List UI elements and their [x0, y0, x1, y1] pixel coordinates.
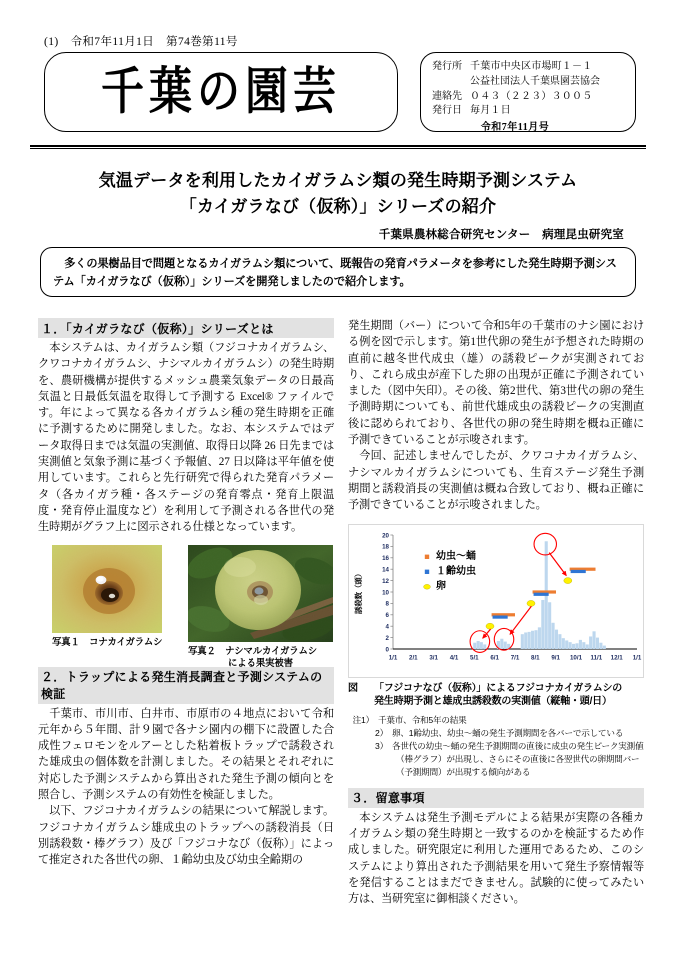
chart-bar — [555, 629, 558, 648]
chart-bar — [565, 640, 568, 649]
x-axis-tick-label: 8/1 — [531, 654, 540, 662]
x-axis-tick-label: 10/1 — [569, 654, 583, 662]
header-divider — [30, 145, 646, 149]
figure-notes — [348, 714, 644, 778]
figure-caption — [348, 682, 644, 710]
section-1-heading: １．「カイガラなび（仮称）」シリーズとは — [38, 318, 334, 338]
issue-number: 令和7年11月号 — [480, 122, 550, 134]
section-2-paragraph-3: 発生期間（バー）について令和5年の千葉市のナシ園における例を図で示します。第1世代卵の発生が予想された時期の直前に越冬世代成虫（雄）の誘殺ピークが実測されており、これら成虫が産下した卵の出現が正確に予測されていました（図中矢印）。その後、第2世代、第3世代の卵の発生予測時期についても、前世代雄成虫の誘殺ピークの実測直後に認められており、各世代の卵の発生時期を概ね正確に予測できていることが示唆されます。 — [348, 320, 644, 447]
contact-phone: ０４３（２２３）３００５ — [470, 90, 593, 102]
legend-marker — [425, 554, 429, 558]
chart-bar — [521, 634, 524, 649]
section-3-paragraph-1: 本システムは発生予測モデルによる結果が実際の各種カイガラムシ類の発生時期と一致するのかを検証するため作成しました。研究限定に利用した運用であるため、このシステムにより算出された予測結果を用いて発生予察情報等を発信することはまだできません。試験的に使ってみたい方は、当研究室に御相談ください。 — [348, 811, 644, 906]
photo-2-wrapper — [188, 545, 333, 670]
y-axis-tick-label: 2 — [385, 634, 389, 642]
photo-1-wrapper — [52, 545, 162, 648]
chart-bar — [582, 642, 585, 649]
section-1-paragraph-1: 本システムは、カイガラムシ類（フジコナカイガラムシ、クワコナカイガラムシ、ナシマルカイガラムシ）の発生時期を、農研機構が提供するメッシュ農業気象データの日最高気温と日最低気温を取得して予測する Excel® ファイルです。年によって異なる各カイガラムシ種の発生時期を正確に予測するために開発しました。なお、本システムではデータ取得日までは気温の実測値、取得日以降 26 日先までは実測値と気象予測に基づく予報値、27 日以降は平年値を使用しています。これらと先行研究で得られた発育パラメータ（各カイガラ種・各ステージの発育零点・発育上限温度・発育停止温度など）を利用して予測される各世代の発生時期がグラフ上に図示される仕様となっています。 — [38, 342, 334, 534]
publisher-organization: 公益社団法人千葉県園芸協会 — [470, 75, 600, 87]
chart-bar — [477, 641, 480, 649]
y-axis-tick-label: 10 — [382, 588, 389, 596]
x-axis-tick-label: 12/1 — [610, 654, 623, 662]
article-author: 千葉県農林総合研究センター 病理昆虫研究室 — [378, 229, 624, 241]
annotation-arrow — [510, 606, 531, 634]
photo-group — [38, 545, 334, 667]
chart-bar — [599, 642, 602, 648]
chart-bar — [524, 632, 527, 649]
note-number: 3） — [375, 740, 388, 751]
x-axis-tick-label: 1/1 — [388, 654, 398, 662]
figure-chart — [348, 524, 644, 678]
chart-bar — [473, 642, 476, 648]
section-2-heading: ２．トラップによる発生消長調査と予測システムの検証 — [38, 667, 334, 704]
article-title-line2: 「カイガラなび（仮称）」シリーズの紹介 — [179, 197, 497, 217]
note-continuation: （予測期間）が出現する傾向がある — [396, 766, 531, 777]
contact-row — [421, 90, 635, 105]
forecast-chart — [349, 525, 645, 679]
annotation-arrow — [483, 629, 491, 638]
egg-period-marker — [527, 600, 535, 606]
chart-bar — [548, 602, 551, 649]
legend-label: 卵 — [436, 580, 446, 592]
chart-bar — [593, 631, 596, 649]
chart-bar — [586, 644, 589, 649]
article-title-line1: 気温データを利用したカイガラムシ類の発生時期予測システム — [98, 171, 578, 190]
section-2-paragraph-1: 千葉市、市川市、白井市、市原市の４地点において令和元年から５年間、計９園で各ナシ園内の棚下に設置した合成性フェロモンをルアーとした粘着板トラップで誘殺された雄成虫の個体数を計測しました。その結果とそれぞれに対応した予測システムから算出された発生予測の傾向とを照合し、予測システムの有効性を検証しました。 — [38, 707, 334, 802]
x-axis-tick-label: 4/1 — [449, 654, 459, 662]
chart-bar — [575, 643, 578, 649]
chart-bar — [531, 630, 534, 648]
note-number: 注1） — [352, 715, 374, 726]
pubdate-row — [421, 104, 635, 119]
chart-bar — [603, 645, 606, 648]
annotation-arrow — [549, 552, 566, 575]
abstract-text: 多くの果樹品目で問題となるカイガラムシ類について、既報告の発育パラメータを参考にした発生時期予測システム「カイガラなび（仮称）」シリーズを開発しましたので紹介します。 — [53, 258, 617, 289]
chart-bar — [552, 622, 555, 648]
chart-bar — [504, 641, 507, 648]
x-axis-tick-label: 7/1 — [510, 654, 520, 662]
y-axis-tick-label: 14 — [382, 566, 389, 574]
y-axis-tick-label: 8 — [385, 600, 389, 608]
x-axis-tick-label: 3/1 — [429, 654, 438, 662]
abstract-box — [40, 247, 636, 297]
photo-mealybug-on-pear — [52, 545, 162, 633]
chart-bar — [579, 639, 582, 648]
y-axis-tick-label: 4 — [385, 623, 389, 631]
chart-bar — [500, 638, 503, 648]
chart-bar — [562, 638, 565, 649]
section-2-paragraph-2: 以下、フジコナカイガラムシの結果について解説します。フジコナカイガラムシ雄成虫のトラップへの誘殺消長（日別誘殺数・棒グラフ）及び「フジコナなび（仮称）」によって推定された各世代の卵、１齢幼虫及び幼虫全齢期の — [38, 805, 334, 867]
legend-label: 幼虫～蛹 — [436, 550, 476, 562]
chart-bar — [596, 637, 599, 648]
x-axis-tick-label: 2/1 — [409, 654, 418, 662]
chart-bar — [569, 642, 572, 649]
note-continuation: （棒グラフ）が出現し、さらにその直後に各翌世代の卵期間バー — [396, 753, 640, 764]
prediction-range-bar — [534, 592, 549, 595]
chart-bar — [538, 627, 541, 649]
y-axis-tick-label: 6 — [385, 611, 389, 619]
publisher-address-row — [421, 60, 635, 75]
note-text: 千葉市、令和5年の結果 — [378, 715, 467, 726]
chart-bar — [541, 600, 544, 649]
pubdate-value: 毎月１日 — [470, 105, 511, 117]
contact-label: 連絡先 — [432, 90, 462, 102]
figure-caption-line2: 発生時期予測と雄成虫誘殺数の実測値（縦軸・頭/日） — [374, 696, 612, 708]
pubdate-label: 発行日 — [432, 105, 462, 117]
x-axis-tick-label: 9/1 — [551, 654, 560, 662]
y-axis-tick-label: 0 — [385, 645, 389, 653]
issue-line: (1) 令和7年11月1日 第74巻第11号 — [44, 36, 238, 48]
prediction-range-bar — [493, 615, 508, 618]
note-text: 卵、1齢幼虫、幼虫～蛹の発生予測期間を各バーで示している — [392, 728, 624, 739]
y-axis-tick-label: 18 — [382, 543, 389, 551]
legend-label: １齢幼虫 — [436, 565, 476, 577]
photo-scale-insect-fruit-damage — [188, 545, 333, 642]
figure-label: 図 — [348, 682, 358, 694]
masthead — [44, 52, 636, 132]
note-text: 各世代の幼虫～蛹の発生予測期間の直後に成虫の発生ピーク実測値 — [392, 740, 644, 751]
x-axis-tick-label: 1/1 — [632, 654, 642, 662]
publisher-label: 発行所 — [432, 61, 462, 72]
chart-bar — [528, 631, 531, 648]
chart-bar — [480, 642, 483, 649]
chart-bar — [534, 630, 537, 649]
y-axis-tick-label: 16 — [382, 554, 389, 562]
section-3-heading: ３．留意事項 — [348, 788, 644, 808]
y-axis-tick-label: 20 — [382, 531, 389, 539]
x-axis-tick-label: 6/1 — [490, 654, 499, 662]
article-title — [30, 168, 646, 221]
chart-bar — [572, 643, 575, 648]
photo-2-caption-main: 写真２ ナシマルカイガラムシ — [188, 644, 318, 656]
y-axis-title: 誘殺数（頭） — [354, 569, 363, 614]
x-axis-tick-label: 11/1 — [590, 654, 603, 662]
publication-title: 千葉の園芸 — [101, 61, 341, 121]
egg-period-marker — [486, 623, 494, 629]
chart-bar — [589, 636, 592, 649]
publisher-address: 千葉市中央区市場町１－１ — [470, 61, 593, 72]
chart-bar — [558, 634, 561, 649]
note-number: 2） — [375, 728, 388, 739]
y-axis-tick-label: 12 — [382, 577, 389, 585]
chart-bar — [483, 644, 486, 649]
photo-2-caption-sub: による果実被害 — [228, 656, 293, 668]
photo-1-caption — [52, 636, 162, 648]
publication-title-box — [44, 52, 398, 132]
x-axis-tick-label: 5/1 — [470, 654, 479, 662]
prediction-range-bar — [571, 569, 586, 572]
egg-period-marker — [564, 577, 572, 583]
section-2-paragraph-4: 今回、記述しませんでしたが、クワコナカイガラムシ、ナシマルカイガラムシについても、生育ステージ発生予測期間と誘殺消長の実測値は概ね合致しており、概ね正確に予測できていることが示唆されました。 — [348, 450, 644, 512]
right-column — [348, 318, 644, 907]
left-column — [38, 318, 334, 869]
legend-marker — [425, 569, 429, 573]
photo-1-caption-main: 写真１ コナカイガラムシ — [52, 635, 163, 647]
photo-2-caption — [188, 645, 333, 670]
legend-marker — [424, 584, 431, 589]
publisher-info-box — [420, 52, 636, 132]
figure-caption-line1: 「フジコナなび（仮称）」によるフジコナカイガラムシの — [374, 682, 623, 694]
